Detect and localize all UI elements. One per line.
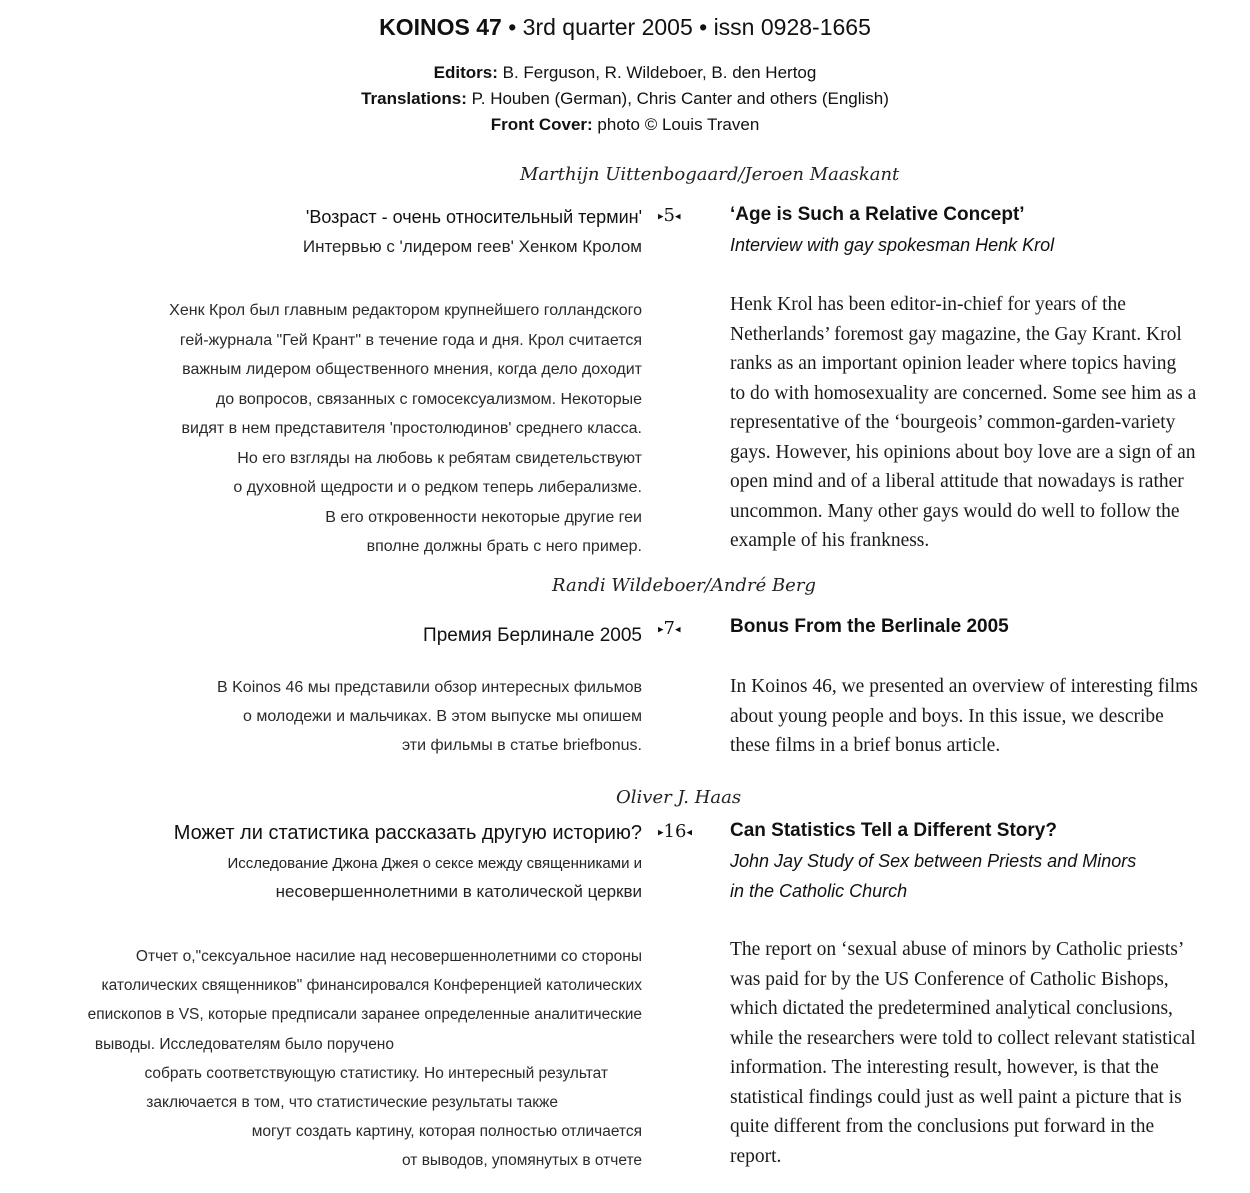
en-article-subtitle: John Jay Study of Sex between Priests and Minors <box>730 851 1137 871</box>
en-article-subtitle: in the Catholic Church <box>730 881 908 901</box>
cover-credit: photo © Louis Traven <box>592 115 760 134</box>
text-line: важным лидером общественного мнения, когда дело доходит <box>182 361 642 378</box>
en-article-summary <box>730 935 1235 1171</box>
article-authors: Randi Wildeboer/André Berg <box>552 575 816 596</box>
editors-line <box>0 60 1250 86</box>
arrow-left-icon: ◂ <box>674 622 681 636</box>
en-article-title: ‘Age is Such a Relative Concept’ <box>730 204 1025 225</box>
masthead <box>0 14 1250 41</box>
text-line: statistical findings could just as well paint a picture that is <box>730 1086 1182 1108</box>
translations-label: Translations: <box>361 89 467 108</box>
arrow-right-icon: ▸ <box>658 209 664 223</box>
text-line: open mind and of a liberal attitude that nowadays is rather <box>730 471 1184 492</box>
text-line: representative of the ‘bourgeois’ common-garden-variety <box>730 412 1176 433</box>
ru-article-title: Премия Берлинале 2005 <box>423 625 642 646</box>
page-number <box>658 618 681 639</box>
text-line: Netherlands’ foremost gay magazine, the Gay Krant. Krol <box>730 323 1182 345</box>
text-line: о молодежи и мальчиках. В этом выпуске мы опишем <box>243 708 642 725</box>
editors-names: B. Ferguson, R. Wildeboer, B. den Hertog <box>497 63 817 82</box>
text-line: ranks as an important opinion leader where topics having <box>730 353 1177 374</box>
magazine-title: KOINOS 47 <box>379 14 502 40</box>
translations-line <box>0 86 1250 112</box>
text-line: example of his frankness. <box>730 530 930 551</box>
text-line: report. <box>730 1145 782 1167</box>
text-line: гей-журнала "Гей Крант" в течение года и дня. Крол считается <box>179 331 642 349</box>
ru-article-subtitle: Исследование Джона Джея о сексе между священниками и <box>227 855 642 872</box>
ru-article-title: 'Возраст - очень относительный термин' <box>305 207 642 227</box>
issue-details: • 3rd quarter 2005 • issn 0928-1665 <box>501 14 871 40</box>
text-line: до вопросов, связанных с гомосексуализмом. Некоторые <box>215 390 642 408</box>
text-line: епископов в VS, которые предписали заранее определенные аналитические <box>87 1006 642 1024</box>
en-article-title: Bonus From the Berlinale 2005 <box>730 616 1009 637</box>
text-line: Отчет о,"сексуальное насилие над несовершеннолетними со стороны <box>135 948 642 965</box>
ru-article-summary <box>169 296 642 562</box>
ru-article-subtitle: несовершеннолетними в католической церкви <box>275 882 642 901</box>
text-line: вполне должны брать с него пример. <box>366 538 642 555</box>
text-line: uncommon. Many other gays would do well to follow the <box>730 500 1180 522</box>
page-number <box>658 821 692 842</box>
page-number-value: 5 <box>663 205 675 226</box>
text-line: выводы. Исследователям было поручено <box>94 1035 394 1053</box>
arrow-left-icon: ◂ <box>686 825 692 839</box>
text-line: католических священников" финансировался Конференцией католических <box>101 977 642 995</box>
article-authors: Oliver J. Haas <box>616 787 742 808</box>
credits <box>0 60 1250 138</box>
text-line: was paid for by the US Conference of Catholic Bishops, <box>730 968 1169 990</box>
en-article-summary <box>730 290 1235 556</box>
text-line: these films in a brief bonus article. <box>730 735 1001 756</box>
text-line: to do with homosexuality are concerned. Some see him as a <box>730 382 1197 404</box>
text-line: The report on ‘sexual abuse of minors by Catholic priests’ <box>730 939 1185 960</box>
page-number-value: 7 <box>663 618 675 639</box>
text-line: about young people and boys. In this issue, we describe <box>730 705 1164 727</box>
text-line: Хенк Крол был главным редактором крупнейшего голландского <box>169 302 642 319</box>
text-line: information. The interesting result, however, is that the <box>730 1057 1159 1078</box>
text-line: which dictated the predetermined analytical conclusions, <box>730 998 1173 1019</box>
ru-article-title: Может ли статистика рассказать другую историю? <box>173 822 642 844</box>
text-line: собрать соответствующую статистику. Но интересный результат <box>144 1064 608 1082</box>
text-line: о духовной щедрости и о редком теперь либерализме. <box>233 479 642 496</box>
text-line: gays. However, his opinions about boy love are a sign of an <box>730 441 1196 463</box>
page-number <box>658 205 681 226</box>
en-article-summary <box>730 672 1235 761</box>
cover-line <box>0 112 1250 138</box>
en-article-title: Can Statistics Tell a Different Story? <box>730 820 1057 841</box>
ru-article-summary <box>88 942 642 1176</box>
arrow-right-icon: ▸ <box>658 622 664 636</box>
text-line: В его откровенности некоторые другие геи <box>325 508 642 526</box>
arrow-left-icon: ◂ <box>674 209 681 223</box>
ru-article-subtitle: Интервью с 'лидером геев' Хенком Кролом <box>302 237 642 256</box>
text-line: while the researchers were told to collect relevant statistical <box>730 1027 1196 1049</box>
text-line: In Koinos 46, we presented an overview of interesting films <box>730 676 1198 697</box>
arrow-right-icon: ▸ <box>658 825 664 839</box>
text-line: заключается в том, что статистические результаты также <box>146 1094 558 1112</box>
en-article-subtitle: Interview with gay spokesman Henk Krol <box>730 235 1055 255</box>
text-line: quite different from the conclusions put forward in the <box>730 1116 1155 1137</box>
text-line: видят в нем представителя 'простолюдинов' среднего класса. <box>181 420 642 437</box>
cover-label: Front Cover: <box>490 115 593 134</box>
text-line: В Koinos 46 мы представили обзор интересных фильмов <box>217 679 642 696</box>
text-line: эти фильмы в статье briefbonus. <box>401 737 642 754</box>
page-number-value: 16 <box>663 821 687 842</box>
translations-names: P. Houben (German), Chris Canter and others (English) <box>466 89 889 108</box>
text-line: Но его взгляды на любовь к ребятам свидетельствуют <box>237 449 642 467</box>
text-line: могут создать картину, которая полностью отличается <box>251 1123 642 1141</box>
text-line: от выводов, упомянутых в отчете <box>402 1152 642 1170</box>
article-authors: Marthijn Uittenbogaard/Jeroen Maaskant <box>520 164 900 185</box>
ru-article-summary <box>217 673 642 760</box>
text-line: Henk Krol has been editor-in-chief for years of the <box>730 294 1126 315</box>
editors-label: Editors: <box>433 63 498 82</box>
